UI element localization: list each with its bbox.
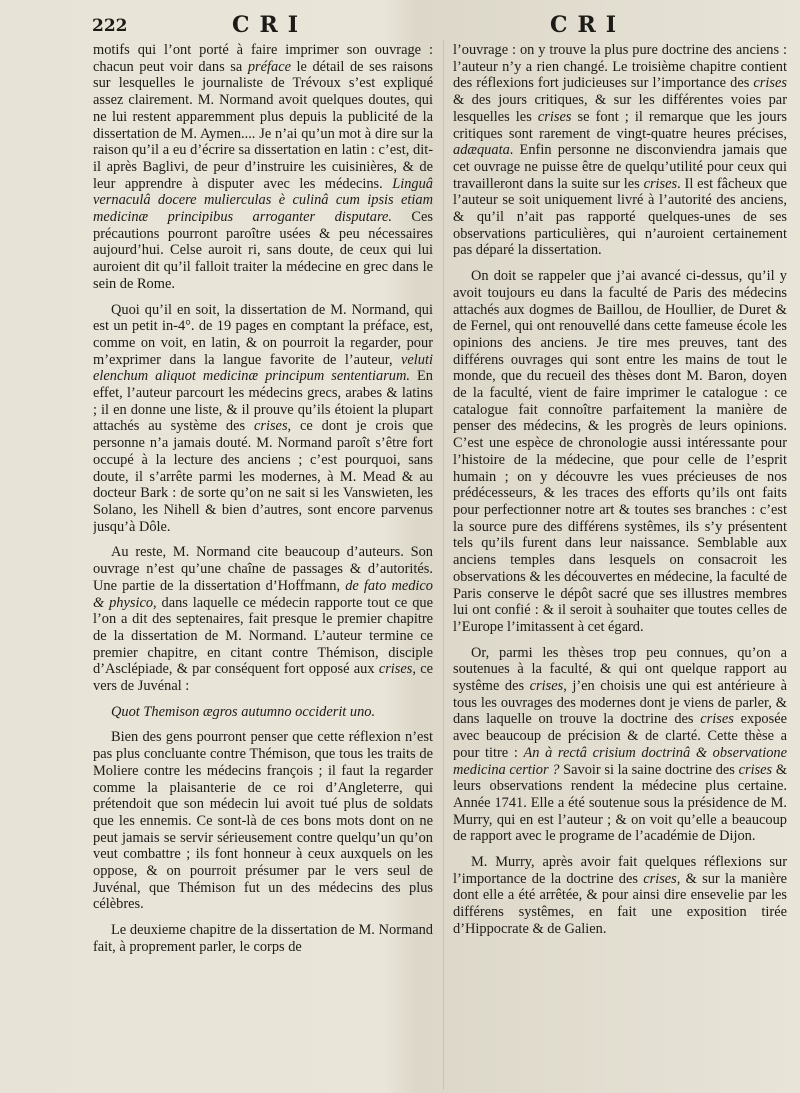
- paragraph: Bien des gens pourront penser que cette réflexion n’est pas plus concluante contre Thémison, que tous les traits de Moliere contre les médecins françois ; il faut la regarder comme la plaisanterie de ce roi d’Angleterre, qui prétendoit que son médecin lui avoit tué plus de soldats que les ennemis. Ce sont-là de ces bons mots dont on ne peut jamais se servir sérieusement contre quelqu’un qu’on veut combattre ; ils font honneur à ceux auxquels on les oppose, & on pourroit présumer par le vers seul de Juvénal, que Thémison fut un des médecins des plus célèbres.: [93, 729, 433, 913]
- column-gutter: [443, 40, 444, 1090]
- right-column: [453, 42, 787, 1088]
- paragraph: On doit se rappeler que j’ai avancé ci-dessus, qu’il y avoit toujours eu dans la faculté de Paris des médecins attachés aux dogmes de Baillou, de Houllier, de Duret & de Fernel, qui ont renouvellé dans cette fameuse école les opinions des anciens. Je tire mes preuves, tant des différens ouvrages qui sont entre les mains de tout le monde, que du recueil des thèses dont M. Baron, doyen de la faculté, vient de faire imprimer le catalogue : ce catalogue fait connoître parfaitement la manière de penser des médecins, & les progrès de leurs opinions. C’est une espèce de chronologie aussi intéressante pour l’histoire de la médecine, que pour celle de l’esprit humain ; on y découvre les vues précieuses de nos prédécesseurs, & les traces des efforts qu’ils ont faits pour perfectionner notre art & toutes ses branches : c’est la source pure des différens systêmes, ils s’y présentent tels qu’ils furent dans leur naissance. Semblable aux anciens temples dans lesquels on consacroit les observations & les découvertes en médecine, la faculté de Paris conserve le dépôt sacré que ses illustres membres lui ont confié : & il seroit à souhaiter que toutes celles de l’Europe l’imitassent à cet égard.: [453, 268, 787, 635]
- juvenal-verse: Quot Themison ægros autumno occiderit uno.: [111, 703, 376, 720]
- page-number: 222: [92, 16, 128, 36]
- paragraph: M. Murry, après avoir fait quelques réflexions sur l’importance de la doctrine des crises, & sur la manière dont elle a été arrêtée, & pour ainsi dire ensevelie par les différens systêmes, en fait une exposition tirée d’Hippocrate & de Galien.: [453, 854, 787, 937]
- paragraph: Au reste, M. Normand cite beaucoup d’auteurs. Son ouvrage n’est qu’une chaîne de passages & d’autorités. Une partie de la dissertation d’Hoffmann, de fato medico & physico, dans laquelle ce médecin rapporte tout ce que l’on a dit des septenaires, fait presque le premier chapitre de la dissertation de M. Normand. L’auteur termine ce premier chapitre, en citant contre Thémison, disciple d’Asclépiade, & par conséquent fort opposé aux crises, ce vers de Juvénal :: [93, 544, 433, 695]
- paragraph: Quoi qu’il en soit, la dissertation de M. Normand, qui est un petit in-4°. de 19 pages en comptant la préface, est, comme on voit, en latin, & on pourroit la regarder, pour m’exprimer dans la langue favorite de l’auteur, veluti elenchum aliquot medicinæ principum sententiarum. En effet, l’auteur parcourt les médecins grecs, arabes & latins ; il en donne une liste, & il prouve qu’ils étoient la plupart attachés au système des crises, ce dont je crois que personne n’a jamais douté. M. Normand paroît s’être fort occupé à la lecture des anciens ; c’est pourquoi, sans doute, il s’arrête parmi les modernes, à M. Mead & au docteur Bark : de sorte qu’on ne sait si les Vanswieten, les Solano, les Nihell & bien d’autres, sont encore parvenus jusqu’à Dôle.: [93, 301, 433, 535]
- running-head-right: CRI: [550, 12, 627, 38]
- paragraph: Le deuxieme chapitre de la dissertation de M. Normand fait, à proprement parler, le corps de: [93, 922, 433, 955]
- paragraph: motifs qui l’ont porté à faire imprimer son ouvrage : chacun peut voir dans sa préface le détail de ses raisons sur lesquelles le journaliste de Trévoux s’est expliqué assez clairement. M. Normand avoit quelques doutes, qui ne lui restent apparemment plus depuis la publicité de la dissertation de M. Aymen.... Je n’ai qu’un mot à dire sur la raison qu’il a eu d’écrire sa dissertation en latin : c’est, dit-il après Baglivi, de peur d’instruire les cuisinières, & de leur apprendre à disputer avec les médecins. Linguâ vernaculâ docere mulierculas è culinâ cum ipsis etiam medicinæ principibus arroganter disputare. Ces précautions pourront paroître usées & peu nécessaires aujourd’hui. Celse auroit ri, sans doute, de ceux qui lui auroient dit qu’il falloit traiter la médecine en grec dans le sein de Rome.: [93, 42, 433, 292]
- running-head-left: CRI: [232, 12, 309, 38]
- page-header: [0, 10, 800, 42]
- paragraph: l’ouvrage : on y trouve la plus pure doctrine des anciens : l’auteur n’y a rien changé. Le troisième chapitre contient des réflexions fort judicieuses sur l’importance des crises & des jours critiques, & sur les différentes voies par lesquelles les crises se font ; il remarque que les jours critiques sont rarement de vingt-quatre heures précises, adæquata. Enfin personne ne disconviendra jamais que cet ouvrage ne puisse être de quelqu’utilité pour ceux qui travailleront dans la suite sur les crises. Il est fâcheux que l’auteur se soit uniquement livré à l’autorité des anciens, & qu’il n’ait pas rapporté quelques-unes de ses observations particulières, qui n’auroient certainement pas déparé la dissertation.: [453, 42, 787, 259]
- paragraph: Or, parmi les thèses trop peu connues, qu’on a soutenues à la faculté, & qui ont quelque rapport au systême des crises, j’en choisis une qui est antérieure à tous les ouvrages des modernes dont je viens de parler, & dans laquelle on trouve la doctrine des crises exposée avec beaucoup de précision & de clarté. Cette thèse a pour titre : An à rectâ crisium doctrinâ & observatione medicina certior ? Savoir si la saine doctrine des crises & leurs observations rendent la médecine plus certaine. Année 1741. Elle a été soutenue sous la présidence de M. Murry, qui en est l’auteur ; & on voit qu’elle a beaucoup de rapport avec le programe de l’académie de Dijon.: [453, 644, 787, 845]
- left-column: [93, 42, 433, 1088]
